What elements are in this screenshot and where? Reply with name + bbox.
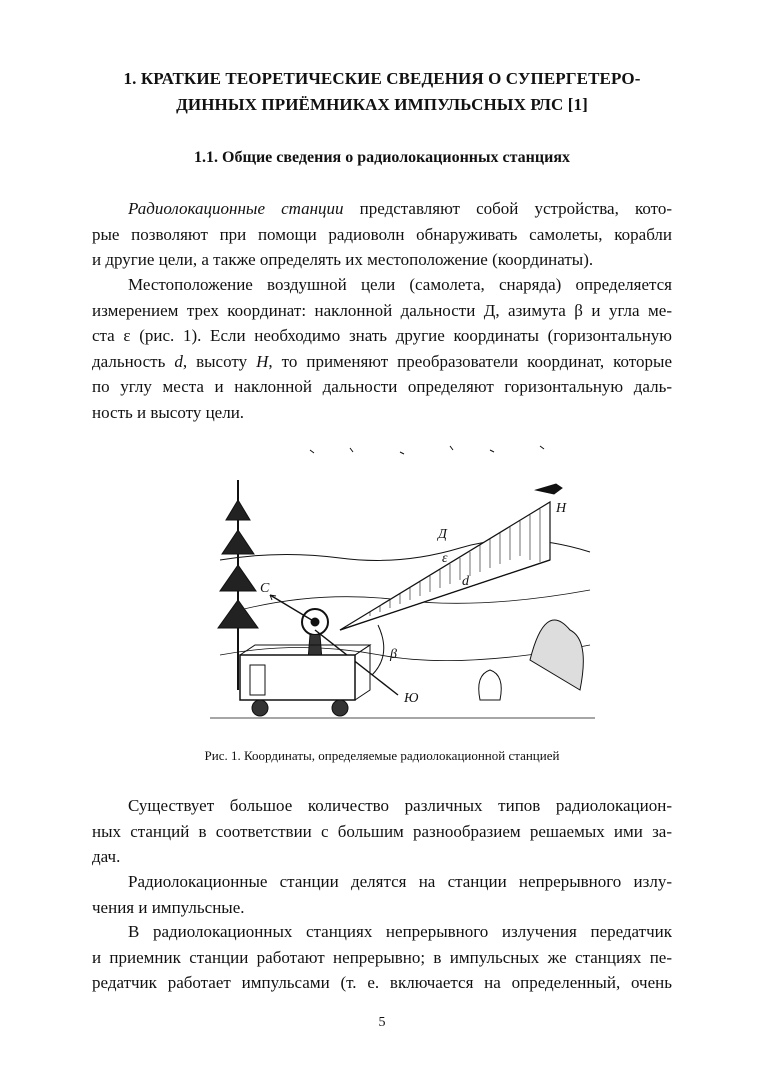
paragraph-line bbox=[92, 196, 672, 222]
paragraph-3 bbox=[92, 793, 672, 870]
chapter-heading-line-2: ДИННЫХ ПРИЁМНИКАХ ИМПУЛЬСНЫХ РЛС [1] bbox=[176, 95, 588, 114]
paragraph-line: рые позволяют при помощи радиоволн обнаруживать самолеты, корабли bbox=[92, 224, 672, 244]
page-number: 5 bbox=[378, 1015, 386, 1030]
paragraph-4 bbox=[92, 869, 672, 920]
paragraph-line: В радиолокационных станциях непрерывного излучения передатчик bbox=[128, 922, 672, 941]
paragraph-line: ность и высоту цели. bbox=[92, 402, 245, 422]
paragraph-2 bbox=[92, 272, 672, 426]
symbol-d: d bbox=[174, 351, 183, 371]
paragraph-line: Существует большое количество различных типов радиолокацион- bbox=[128, 796, 672, 815]
paragraph-line: измерением трех координат: наклонной дальности Д, азимута β и угла ме- bbox=[92, 300, 672, 320]
paragraph-line: Радиолокационные станции делятся на станции непрерывного излу- bbox=[128, 872, 672, 891]
paragraph-line: и приемник станции работают непрерывно; в импульсных же станциях пе- bbox=[92, 947, 672, 967]
paragraph-line: редатчик работает импульсами (т. е. включается на определенный, очень bbox=[92, 973, 672, 993]
paragraph-line: ных станций в соответствии с большим разнообразием решаемых ими за- bbox=[92, 821, 672, 841]
paragraph-line: дач. bbox=[92, 847, 121, 867]
label-yu: Ю bbox=[404, 691, 419, 706]
radar-figure bbox=[200, 440, 600, 730]
radar-illustration bbox=[200, 440, 600, 730]
paragraph-5 bbox=[92, 919, 672, 996]
symbol-h: H bbox=[256, 351, 269, 371]
text-run: дальность bbox=[92, 351, 175, 371]
term-italic: Радиолокационные станции bbox=[128, 199, 344, 218]
text-run: , то применяют преобразователи координат, которые bbox=[268, 351, 672, 371]
label-height: Н bbox=[556, 501, 567, 516]
text-run: , высоту bbox=[182, 351, 257, 371]
paragraph-1 bbox=[92, 196, 672, 273]
section-heading: 1.1. Общие сведения о радиолокационных станциях bbox=[194, 149, 570, 166]
label-epsilon: ε bbox=[442, 551, 448, 566]
paragraph-line bbox=[92, 349, 672, 375]
paragraph-line: Местоположение воздушной цели (самолета, снаряда) определяется bbox=[128, 275, 672, 294]
chapter-heading bbox=[60, 66, 704, 118]
label-slant-range: Д bbox=[438, 527, 447, 542]
paragraph-line: ста ε (рис. 1). Если необходимо знать другие координаты (горизонтальную bbox=[92, 326, 672, 346]
paragraph-line: чения и импульсные. bbox=[92, 897, 245, 917]
figure-caption: Рис. 1. Координаты, определяемые радиолокационной станцией bbox=[204, 748, 560, 763]
text-run: представляют собой устройства, кото- bbox=[343, 199, 672, 218]
paragraph-line: и другие цели, а также определять их местоположение (координаты). bbox=[92, 250, 594, 270]
chapter-heading-line-1: 1. КРАТКИЕ ТЕОРЕТИЧЕСКИЕ СВЕДЕНИЯ О СУПЕРГЕТЕРО- bbox=[123, 69, 641, 88]
label-c: С bbox=[260, 581, 270, 596]
label-horizontal-range: d bbox=[462, 574, 469, 589]
paragraph-line: по углу места и наклонной дальности определяют горизонтальную даль- bbox=[92, 377, 672, 397]
label-beta: β bbox=[390, 647, 397, 662]
